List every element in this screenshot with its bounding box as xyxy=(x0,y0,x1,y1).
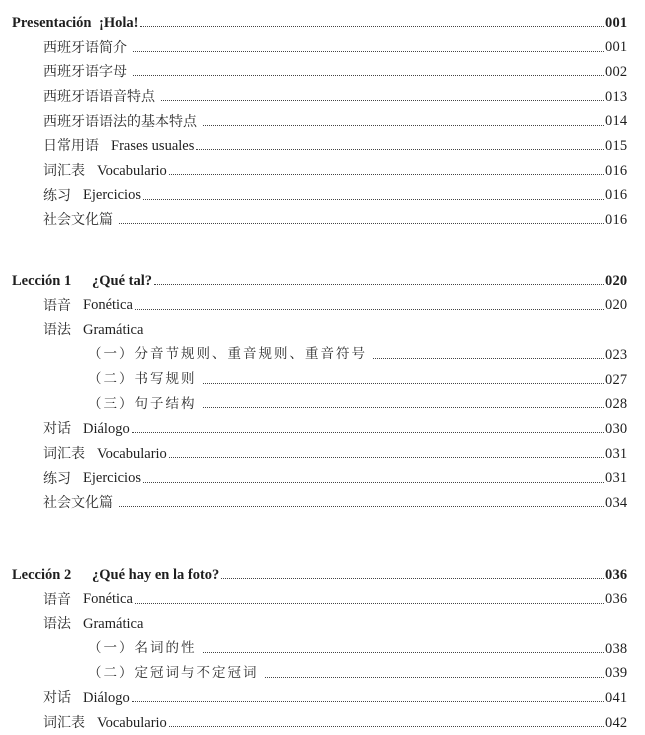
toc-entry-row[interactable] xyxy=(0,85,645,110)
toc-heading-row[interactable] xyxy=(0,11,645,36)
toc-heading-row[interactable] xyxy=(0,269,645,294)
section-label: Lección 2 xyxy=(12,566,72,583)
page-number: 016 xyxy=(605,162,628,179)
toc-entry-row[interactable] xyxy=(0,442,645,467)
entry-zh: 词汇表 xyxy=(43,715,85,732)
toc-entry-row[interactable] xyxy=(0,109,645,134)
dot-leader xyxy=(135,308,604,310)
dot-leader xyxy=(154,283,604,285)
toc-heading-row[interactable] xyxy=(0,563,645,588)
page-number: 013 xyxy=(605,88,628,105)
entry-zh: 西班牙语语音特点 xyxy=(43,88,155,105)
dot-leader xyxy=(373,357,604,359)
page-number: 030 xyxy=(605,420,628,437)
page-number: 015 xyxy=(605,138,628,155)
dot-leader xyxy=(203,382,605,384)
page-number: 001 xyxy=(605,14,628,31)
entry-zh: 语音 xyxy=(43,297,71,314)
page-number: 020 xyxy=(605,297,628,314)
toc-entry-row[interactable] xyxy=(0,686,645,711)
dot-leader xyxy=(221,577,604,579)
page-number: 014 xyxy=(605,113,628,130)
toc-section-leccion-2 xyxy=(0,563,645,735)
toc-entry-row[interactable] xyxy=(0,134,645,159)
dot-leader xyxy=(265,676,605,678)
entry-es: Fonética xyxy=(83,297,133,314)
page-number: 041 xyxy=(605,690,628,707)
dot-leader xyxy=(169,173,604,175)
dot-leader xyxy=(169,725,604,727)
toc-subentry-row[interactable] xyxy=(0,392,645,417)
entry-es: Gramática xyxy=(83,322,144,339)
page-number: 042 xyxy=(605,714,628,731)
entry-zh: 社会文化篇 xyxy=(43,495,113,512)
page-number: 001 xyxy=(605,39,628,56)
entry-es: Diálogo xyxy=(83,690,130,707)
dot-leader xyxy=(135,602,604,604)
entry-es: Gramática xyxy=(83,616,144,633)
toc-entry-row[interactable] xyxy=(0,293,645,318)
dot-leader xyxy=(133,74,604,76)
toc-entry-row[interactable] xyxy=(0,318,645,343)
entry-zh: （二）书写规则 xyxy=(88,371,197,388)
entry-zh: 西班牙语字母 xyxy=(43,64,127,81)
section-title: ¿Qué hay en la foto? xyxy=(92,566,220,583)
dot-leader xyxy=(169,456,604,458)
entry-zh: 语音 xyxy=(43,591,71,608)
toc-entry-row[interactable] xyxy=(0,417,645,442)
page-number: 020 xyxy=(605,272,628,289)
dot-leader xyxy=(203,124,604,126)
page-number: 034 xyxy=(605,494,628,511)
page-number: 031 xyxy=(605,470,628,487)
section-label: Lección 1 xyxy=(12,272,72,289)
dot-leader xyxy=(119,222,604,224)
page-number: 016 xyxy=(605,187,628,204)
entry-zh: 语法 xyxy=(43,616,71,633)
section-title: ¿Qué tal? xyxy=(92,272,153,289)
toc-entry-row[interactable] xyxy=(0,159,645,184)
toc-section-presentacion xyxy=(0,11,645,233)
page-number: 028 xyxy=(605,396,628,413)
entry-zh: （一）分音节规则、重音规则、重音符号 xyxy=(88,346,367,363)
toc-entry-row[interactable] xyxy=(0,35,645,60)
entry-es: Vocabulario xyxy=(97,445,167,462)
toc-entry-row[interactable] xyxy=(0,491,645,516)
dot-leader xyxy=(143,481,604,483)
toc-entry-row[interactable] xyxy=(0,183,645,208)
section-label: Presentación xyxy=(12,14,92,31)
entry-zh: 日常用语 xyxy=(43,138,99,155)
entry-es: Vocabulario xyxy=(97,162,167,179)
entry-zh: （三）句子结构 xyxy=(88,395,197,412)
toc-entry-row[interactable] xyxy=(0,587,645,612)
entry-zh: 词汇表 xyxy=(43,162,85,179)
page-number: 016 xyxy=(605,212,628,229)
entry-es: Fonética xyxy=(83,591,133,608)
page-number: 036 xyxy=(605,591,628,608)
page-number: 027 xyxy=(605,371,628,388)
toc-subentry-row[interactable] xyxy=(0,343,645,368)
entry-zh: 语法 xyxy=(43,322,71,339)
dot-leader xyxy=(203,651,605,653)
entry-zh: （一）名词的性 xyxy=(88,640,197,657)
dot-leader xyxy=(140,25,604,27)
entry-zh: 词汇表 xyxy=(43,445,85,462)
entry-zh: 练习 xyxy=(43,470,71,487)
entry-zh: 西班牙语简介 xyxy=(43,39,127,56)
entry-es: Frases usuales xyxy=(111,138,195,155)
toc-entry-row[interactable] xyxy=(0,612,645,637)
entry-zh: 西班牙语语法的基本特点 xyxy=(43,113,197,130)
dot-leader xyxy=(143,198,604,200)
page-number: 031 xyxy=(605,445,628,462)
toc-entry-row[interactable] xyxy=(0,208,645,233)
toc-subentry-row[interactable] xyxy=(0,661,645,686)
toc-subentry-row[interactable] xyxy=(0,367,645,392)
section-title: ¡Hola! xyxy=(99,14,139,31)
page-number: 038 xyxy=(605,640,628,657)
page-number: 002 xyxy=(605,63,628,80)
page-number: 023 xyxy=(605,346,628,363)
page-number: 039 xyxy=(605,665,628,682)
dot-leader xyxy=(161,99,604,101)
dot-leader xyxy=(132,700,604,702)
toc-section-leccion-1 xyxy=(0,269,645,516)
dot-leader xyxy=(196,148,604,150)
dot-leader xyxy=(203,406,605,408)
entry-es: Vocabulario xyxy=(97,714,167,731)
entry-zh: 对话 xyxy=(43,421,71,438)
page-number: 036 xyxy=(605,566,628,583)
entry-zh: （二）定冠词与不定冠词 xyxy=(88,664,259,681)
entry-es: Ejercicios xyxy=(83,470,141,487)
toc-entry-row[interactable] xyxy=(0,60,645,85)
entry-zh: 练习 xyxy=(43,187,71,204)
toc-entry-row[interactable] xyxy=(0,711,645,735)
dot-leader xyxy=(132,431,604,433)
toc-entry-row[interactable] xyxy=(0,466,645,491)
dot-leader xyxy=(119,505,604,507)
entry-es: Diálogo xyxy=(83,420,130,437)
dot-leader xyxy=(133,50,604,52)
toc-subentry-row[interactable] xyxy=(0,637,645,662)
entry-es: Ejercicios xyxy=(83,187,141,204)
entry-zh: 对话 xyxy=(43,690,71,707)
entry-zh: 社会文化篇 xyxy=(43,212,113,229)
